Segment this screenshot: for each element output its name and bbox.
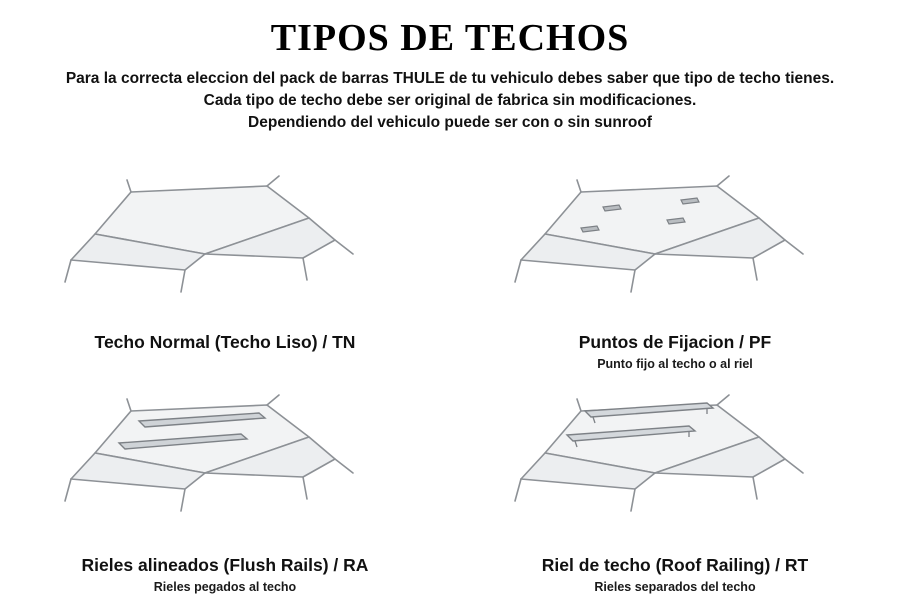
intro-line-3: Dependiendo del vehiculo puede ser con o sin sunroof (248, 114, 652, 131)
diagram-car-roof-bare (35, 162, 415, 310)
intro-line-1: Para la correcta eleccion del pack de barras THULE de tu vehiculo debes saber que tipo de techo tienes. (65, 70, 835, 87)
subcaption-puntos-de-fijacion: Punto fijo al techo o al riel (597, 357, 753, 371)
intro-line-2: Cada tipo de techo debe ser original de fabrica sin modificaciones. (203, 92, 697, 109)
caption-puntos-de-fijacion: Puntos de Fijacion / PF (578, 332, 772, 352)
diagram-car-roof-flush-rails (35, 381, 415, 529)
intro-text (20, 68, 880, 134)
subcaption-riel-de-techo: Rieles separados del techo (594, 580, 756, 594)
caption-rieles-alineados: Rieles alineados (Flush Rails) / RA (81, 555, 369, 575)
page-title: TIPOS DE TECHOS (270, 17, 630, 59)
roof-type-card-rieles-alineados (0, 371, 450, 594)
caption-techo-normal: Techo Normal (Techo Liso) / TN (94, 332, 356, 352)
roof-type-card-puntos-de-fijacion (450, 148, 900, 371)
caption-riel-de-techo: Riel de techo (Roof Railing) / RT (541, 555, 809, 575)
diagram-car-roof-fixpoints (485, 162, 865, 310)
subcaption-rieles-alineados: Rieles pegados al techo (153, 580, 297, 594)
roof-type-card-techo-normal (0, 148, 450, 371)
roof-type-card-riel-de-techo (450, 371, 900, 594)
poster (0, 16, 900, 616)
diagram-car-roof-raised-railing (485, 381, 865, 529)
roof-types-grid (0, 148, 900, 594)
